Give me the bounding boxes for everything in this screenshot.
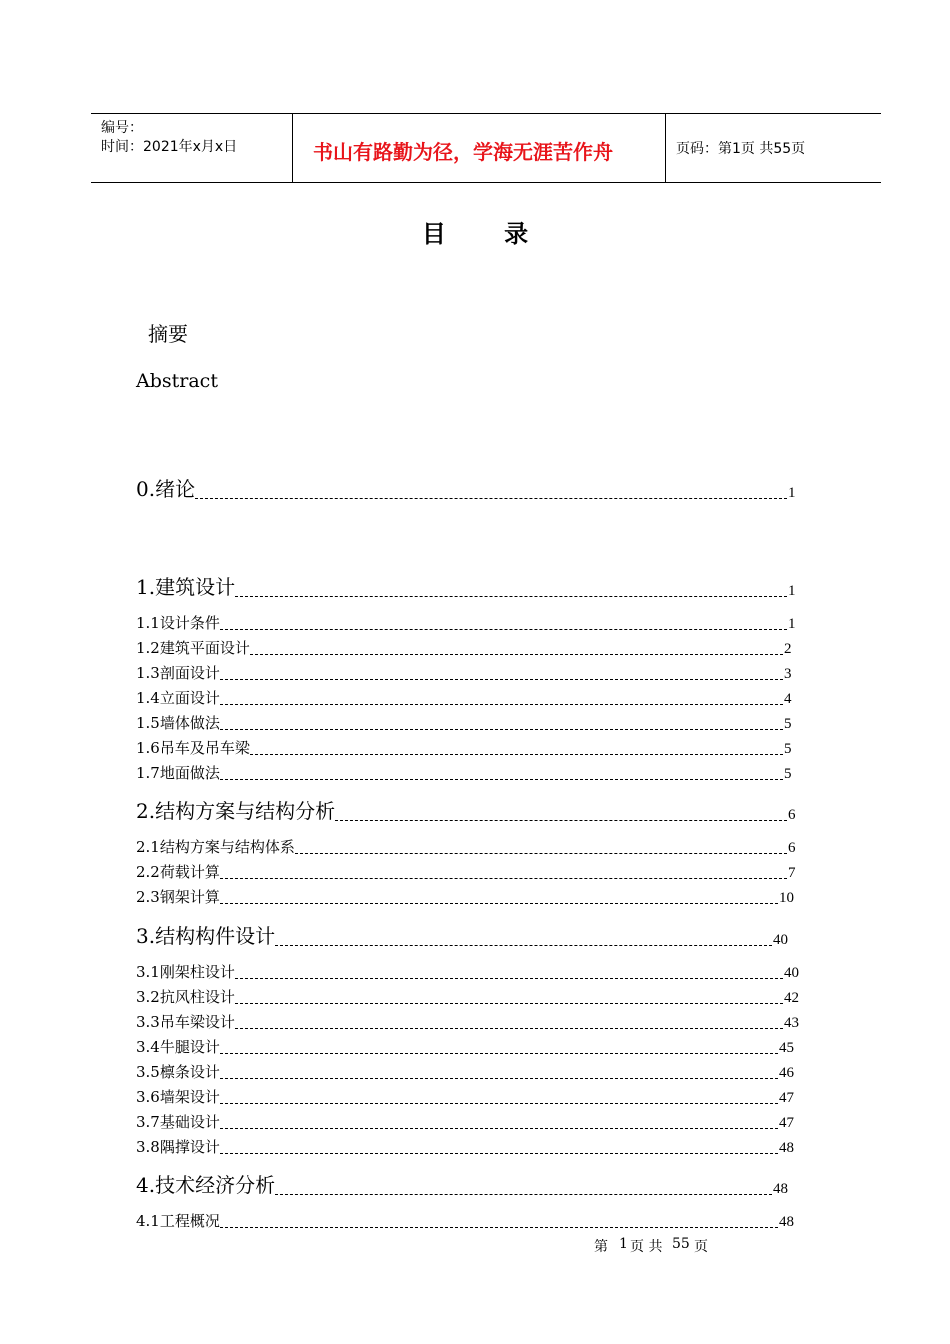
toc-leader-dashes: [220, 779, 783, 780]
toc-leader-dashes: [220, 1078, 778, 1079]
toc-leader-dashes: [235, 596, 787, 597]
toc-leader-dashes: [220, 1053, 778, 1054]
toc-entry-label: 2.2荷载计算: [136, 863, 220, 881]
toc-entry: [136, 883, 806, 907]
toc-leader-dashes: [220, 903, 778, 904]
footer-middle: 页 共: [630, 1239, 663, 1255]
toc-entry-label: 1.2建筑平面设计: [136, 639, 250, 657]
header-meta-cell: [91, 114, 293, 182]
toc-entry: [136, 1033, 806, 1057]
toc-entry-page: 48: [773, 1181, 788, 1197]
toc-leader-dashes: [220, 1128, 778, 1129]
toc-leader-dashes: [220, 1227, 778, 1228]
toc-entry-page: 5: [784, 766, 792, 782]
footer-page-number: 1: [619, 1236, 628, 1252]
toc-entry-label: 1.5墙体做法: [136, 714, 220, 732]
toc-entry-label: 3.2抗风柱设计: [136, 988, 235, 1006]
toc-leader-dashes: [220, 878, 787, 879]
toc-leader-dashes: [220, 1153, 778, 1154]
toc-entry-page: 48: [779, 1214, 794, 1230]
toc-leader-dashes: [220, 679, 783, 680]
toc-leader-dashes: [220, 704, 783, 705]
toc-entry-label: 1.1设计条件: [136, 614, 220, 632]
toc-entry: [136, 1207, 806, 1231]
toc-entry-page: 1: [788, 485, 796, 501]
toc-entry-label: 1.6吊车及吊车梁: [136, 739, 250, 757]
toc-entry-label: 3.1刚架柱设计: [136, 963, 235, 981]
toc-leader-dashes: [195, 498, 787, 499]
toc-entry-label: 4.技术经济分析: [136, 1169, 275, 1198]
number-label: 编号：: [101, 120, 143, 136]
toc-entry-page: 6: [788, 840, 796, 856]
toc-entry: [136, 1008, 806, 1032]
footer-prefix: 第: [594, 1239, 608, 1255]
toc-entry-label: 2.结构方案与结构分析: [136, 795, 335, 824]
toc-entry: [136, 472, 806, 502]
toc-leader-dashes: [235, 1003, 783, 1004]
toc-entry-page: 5: [784, 716, 792, 732]
toc-leader-dashes: [250, 654, 783, 655]
motto-text: 书山有路勤为径，学海无涯苦作舟: [313, 140, 613, 164]
toc-entry-page: 7: [788, 865, 796, 881]
toc-entry-label: 1.7地面做法: [136, 764, 220, 782]
toc-leader-dashes: [220, 1103, 778, 1104]
toc-entry: [136, 634, 806, 658]
toc-entry-label: 1.建筑设计: [136, 571, 235, 600]
toc-entry-page: 2: [784, 641, 792, 657]
toc-leader-dashes: [220, 729, 783, 730]
toc-entry-page: 45: [779, 1040, 794, 1056]
toc-entry-label: 3.5檩条设计: [136, 1063, 220, 1081]
toc-entry: [136, 684, 806, 708]
document-header-table: [91, 113, 881, 183]
toc-entry-label: 3.6墙架设计: [136, 1088, 220, 1106]
toc-entry-page: 5: [784, 741, 792, 757]
toc-entry-page: 40: [773, 932, 788, 948]
toc-entry-page: 43: [784, 1015, 799, 1031]
toc-entry: [136, 609, 806, 633]
toc-entry-label: 0.绪论: [136, 473, 195, 502]
toc-leader-dashes: [250, 754, 783, 755]
toc-entry-page: 40: [784, 965, 799, 981]
toc-leader-dashes: [275, 945, 772, 946]
toc-entry-page: 6: [788, 807, 796, 823]
toc-entry: [136, 759, 806, 783]
toc-abstract-cn: 摘要: [148, 322, 188, 346]
toc-leader-dashes: [235, 1028, 783, 1029]
toc-entry: [136, 919, 806, 949]
toc-entry-label: 1.3剖面设计: [136, 664, 220, 682]
toc-entry-page: 47: [779, 1115, 794, 1131]
toc-entry-label: 3.7基础设计: [136, 1113, 220, 1131]
toc-entry: [136, 1133, 806, 1157]
toc-entry: [136, 983, 806, 1007]
toc-entry-label: 2.3钢架计算: [136, 888, 220, 906]
toc-entry-page: 3: [784, 666, 792, 682]
toc-entry-page: 47: [779, 1090, 794, 1106]
toc-entry: [136, 1058, 806, 1082]
toc-entry: [136, 794, 806, 824]
toc-entry-label: 3.3吊车梁设计: [136, 1013, 235, 1031]
toc-entry-page: 48: [779, 1140, 794, 1156]
toc-abstract-en: Abstract: [136, 370, 218, 392]
toc-title: 目 录: [421, 220, 529, 248]
header-motto-cell: [293, 114, 666, 182]
toc-entry-page: 42: [784, 990, 799, 1006]
header-page-info: 页码：第1页 共55页: [676, 141, 806, 157]
toc-entry: [136, 1083, 806, 1107]
toc-entry-page: 10: [779, 890, 794, 906]
toc-entry-page: 4: [784, 691, 792, 707]
toc-entry-label: 3.4牛腿设计: [136, 1038, 220, 1056]
toc-leader-dashes: [235, 978, 783, 979]
toc-entry: [136, 833, 806, 857]
toc-entry: [136, 1108, 806, 1132]
toc-entry-label: 1.4立面设计: [136, 689, 220, 707]
footer-total: 55: [672, 1236, 690, 1252]
toc-entry-page: 1: [788, 616, 796, 632]
toc-entry-label: 2.1结构方案与结构体系: [136, 838, 295, 856]
toc-entry: [136, 958, 806, 982]
footer-suffix: 页: [694, 1239, 708, 1255]
toc-leader-dashes: [335, 820, 787, 821]
toc-leader-dashes: [220, 629, 787, 630]
toc-entry-label: 3.结构构件设计: [136, 920, 275, 949]
toc-entry-page: 1: [788, 583, 796, 599]
toc-entry-label: 4.1工程概况: [136, 1212, 220, 1230]
toc-entry: [136, 734, 806, 758]
toc-entry: [136, 570, 806, 600]
toc-leader-dashes: [295, 853, 787, 854]
toc-entry: [136, 858, 806, 882]
toc-entry-label: 3.8隅撑设计: [136, 1138, 220, 1156]
toc-leader-dashes: [275, 1194, 772, 1195]
toc-entry-page: 46: [779, 1065, 794, 1081]
toc-entry: [136, 659, 806, 683]
toc-entry: [136, 1168, 806, 1198]
time-label: 时间：2021年x月x日: [101, 139, 238, 155]
toc-entry: [136, 709, 806, 733]
